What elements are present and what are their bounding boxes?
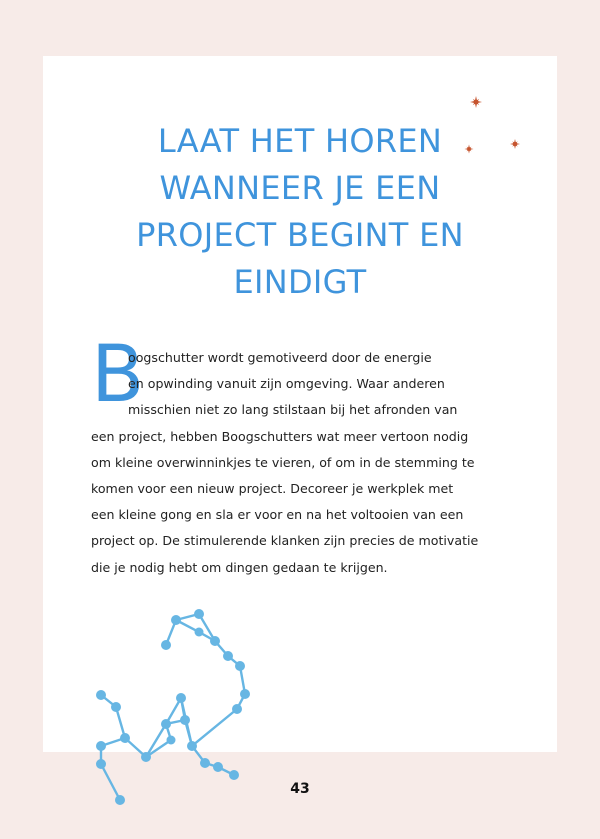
body-line: en opwinding vanuit zijn omgeving. Waar anderen [128,376,445,392]
title-line: LAAT HET HOREN [157,122,443,160]
body-paragraph [91,345,527,581]
body-line: oogschutter wordt gemotiveerd door de energie [128,350,432,365]
body-line: misschien niet zo lang stilstaan bij het afronden van [128,402,458,418]
star-icon [470,96,483,109]
body-line: een kleine gong en sla er voor en na het voltooien van een [91,507,464,523]
constellation-icon [0,585,300,839]
drop-cap: B [91,330,145,420]
body-line: die je nodig hebt om dingen gedaan te krijgen. [91,559,388,575]
title-line: PROJECT BEGINT EN [136,216,464,254]
page-number: 43 [290,781,310,797]
body-line: om kleine overwinninkjes te vieren, of om in de stemming te [91,454,475,470]
title-line: EINDIGT [233,263,367,301]
body-line: komen voor een nieuw project. Decoreer je werkplek met [91,481,454,497]
page-title [0,118,600,306]
body-line: een project, hebben Boogschutters wat meer vertoon nodig [91,428,469,444]
body-line: project op. De stimulerende klanken zijn precies de motivatie [91,533,479,549]
title-line: WANNEER JE EEN [159,169,441,207]
